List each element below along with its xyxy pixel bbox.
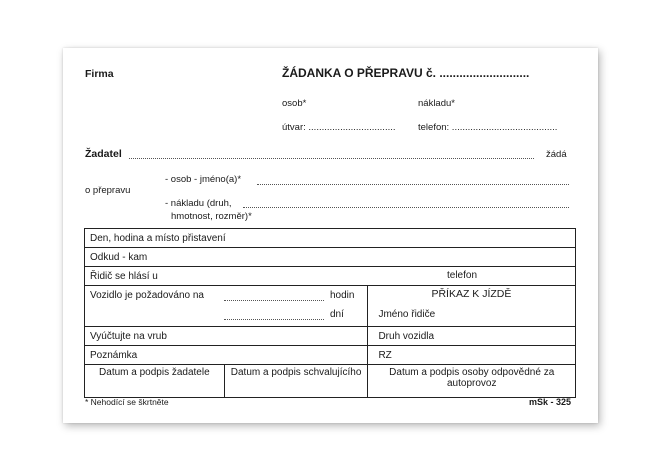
form-sheet (63, 48, 598, 423)
ridic-label: Řidič se hlásí u (90, 270, 158, 282)
sig-schvalujici-cell[interactable] (224, 365, 368, 398)
telefon-field[interactable]: telefon: ........................................ (418, 122, 558, 133)
row-odkud-kam[interactable] (85, 248, 576, 267)
osob-jmeno-label: - osob - jméno(a)* (165, 174, 242, 185)
hodin-label: hodin (330, 290, 355, 301)
form-code: mSk - 325 (529, 397, 572, 407)
dni-line[interactable] (224, 319, 324, 320)
zadatel-line[interactable] (129, 158, 534, 159)
nakladu-label-line2: hmotnost, rozměr)* (171, 211, 252, 222)
osob-jmeno-line[interactable] (257, 184, 569, 185)
row-ridic[interactable] (85, 267, 576, 286)
rz-label: RZ (378, 349, 392, 361)
druh-vozidla-label: Druh vozidla (378, 330, 435, 342)
dni-label: dní (330, 309, 344, 320)
osob-label: osob* (282, 98, 307, 109)
nakladu-label: nákladu* (418, 98, 455, 109)
vozidlo-cell[interactable] (85, 286, 368, 327)
form-title: ŽÁDANKA O PŘEPRAVU č. ........................... (282, 66, 530, 80)
zada-label: žádá (546, 149, 567, 160)
order-table (84, 228, 576, 398)
vyuctujte-label: Vyúčtujte na vrub (90, 330, 167, 342)
sig-schvalujici-label: Datum a podpis schvalujícího (230, 367, 362, 378)
poznamka-cell[interactable] (85, 346, 368, 365)
den-hodina-label: Den, hodina a místo přistavení (90, 232, 226, 244)
row-den-hodina[interactable] (85, 229, 576, 248)
sig-autoprovoz-label: Datum a podpis osoby odpovědné za autoprovoz (389, 367, 555, 389)
ridic-telefon-label: telefon (447, 270, 478, 281)
jmeno-ridice-label: Jméno řidiče (378, 309, 436, 320)
prikaz-title: PŘÍKAZ K JÍZDĚ (431, 288, 512, 300)
footnote: * Nehodící se škrtněte (85, 397, 169, 407)
sig-zadatel-label: Datum a podpis žadatele (99, 367, 210, 378)
hodin-line[interactable] (224, 300, 324, 301)
sig-autoprovoz-cell[interactable] (368, 365, 576, 398)
poznamka-label: Poznámka (90, 349, 138, 361)
nakladu-line[interactable] (243, 207, 569, 208)
zadatel-label: Žadatel (85, 148, 122, 160)
prikaz-cell[interactable] (368, 286, 576, 327)
sig-zadatel-cell[interactable] (85, 365, 225, 398)
odkud-kam-label: Odkud - kam (90, 251, 148, 263)
firma-label: Firma (85, 68, 114, 80)
vozidlo-label: Vozidlo je požadováno na (90, 290, 204, 301)
vyuctujte-cell[interactable] (85, 327, 368, 346)
prepravu-label: o přepravu (85, 185, 131, 196)
utvar-field[interactable]: útvar: ................................. (282, 122, 396, 133)
druh-vozidla-cell[interactable] (368, 327, 576, 346)
rz-cell[interactable] (368, 346, 576, 365)
nakladu-label-line1: - nákladu (druh, (165, 198, 232, 209)
